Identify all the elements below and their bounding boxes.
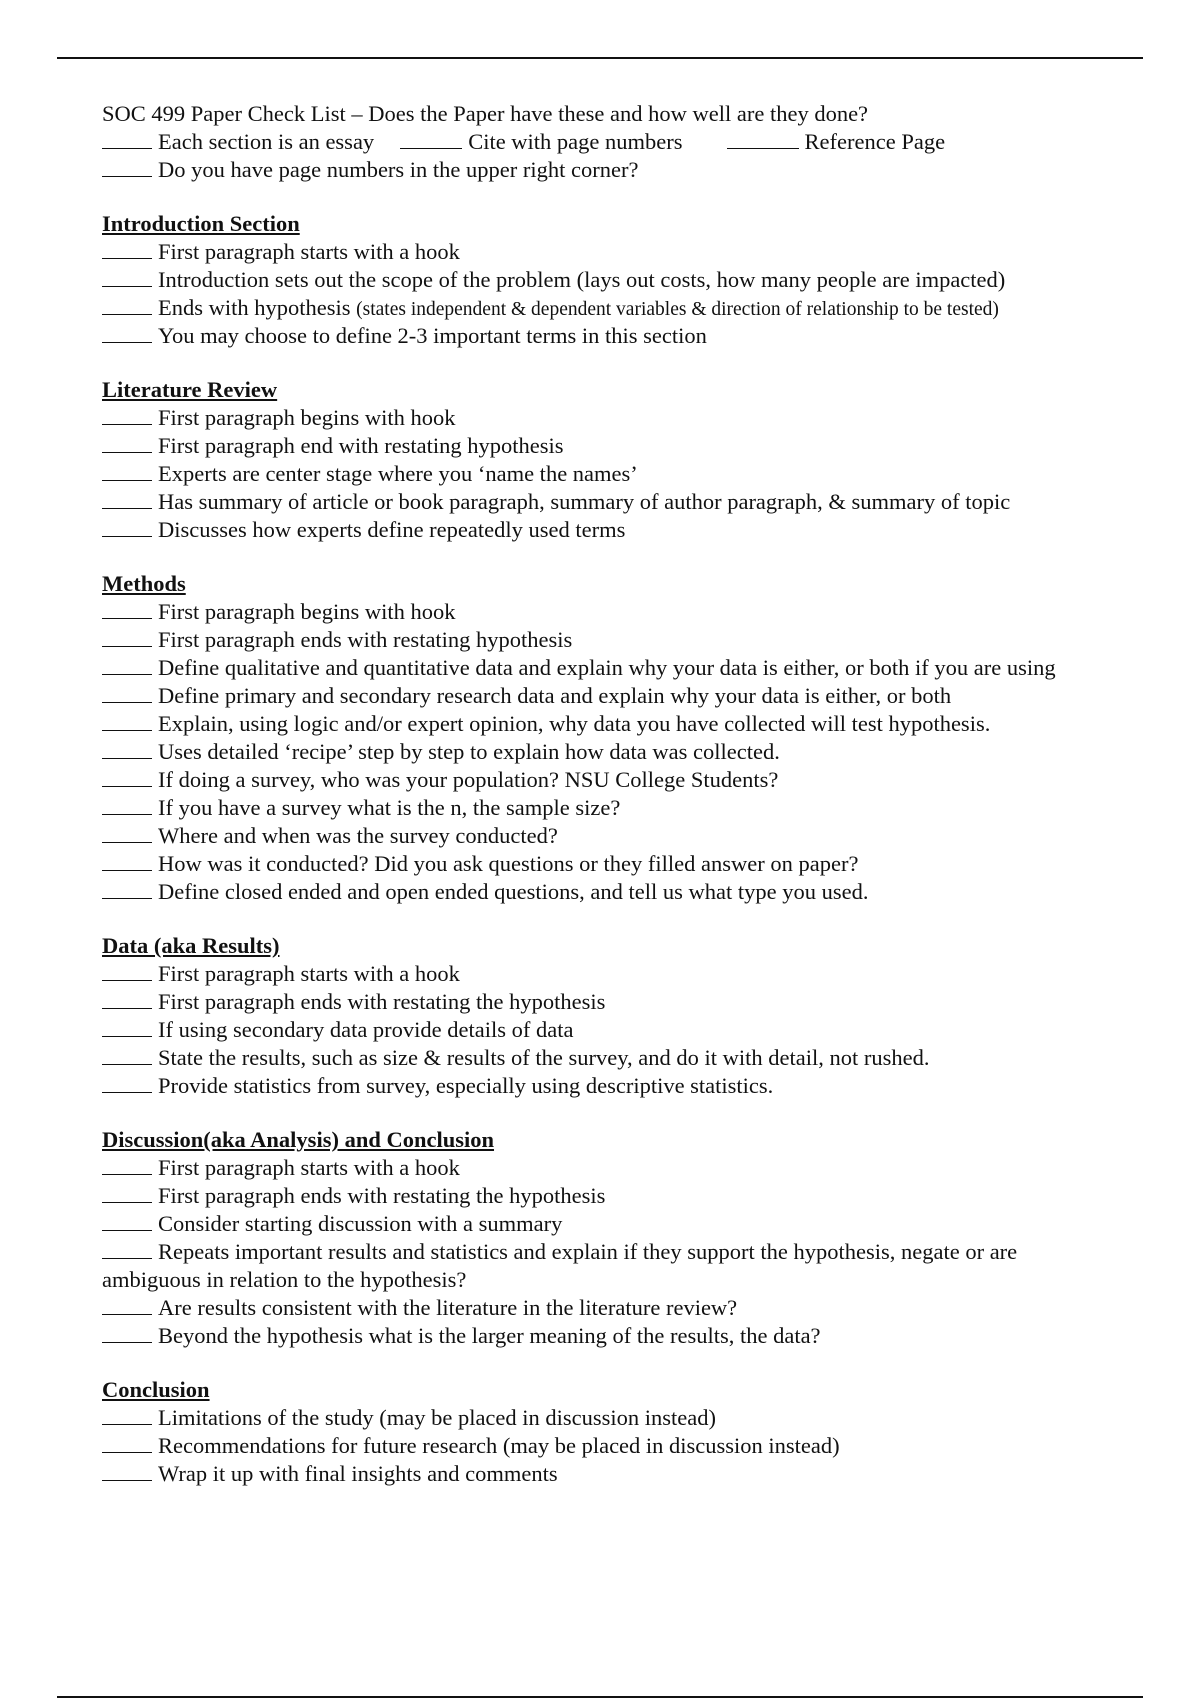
check-blank[interactable]: [102, 322, 152, 343]
checklist-item: Ends with hypothesis (states independent & dependent variables & direction of relationship to be tested): [102, 294, 1142, 322]
check-blank[interactable]: [102, 794, 152, 815]
methods-section: [102, 570, 1142, 906]
checklist-item: Discusses how experts define repeatedly used terms: [102, 516, 1142, 544]
check-blank[interactable]: [102, 1044, 152, 1065]
check-blank[interactable]: [102, 1460, 152, 1481]
checklist-item: If using secondary data provide details of data: [102, 1016, 1142, 1044]
check-blank[interactable]: [102, 1294, 152, 1315]
introduction-section: [102, 210, 1142, 350]
literature-section: [102, 376, 1142, 544]
check-blank[interactable]: [102, 238, 152, 259]
check-blank[interactable]: [102, 1072, 152, 1093]
data-section: [102, 932, 1142, 1100]
checklist-item: Recommendations for future research (may be placed in discussion instead): [102, 1432, 1142, 1460]
check-blank[interactable]: [102, 850, 152, 871]
check-blank[interactable]: [102, 156, 152, 177]
check-blank[interactable]: [102, 460, 152, 481]
check-blank[interactable]: [102, 432, 152, 453]
check-blank[interactable]: [102, 1210, 152, 1231]
check-blank[interactable]: [102, 878, 152, 899]
checklist-item: First paragraph starts with a hook: [102, 238, 1142, 266]
check-blank[interactable]: [102, 1432, 152, 1453]
top-rule: [57, 57, 1143, 59]
checklist-item: First paragraph ends with restating the hypothesis: [102, 1182, 1142, 1210]
conclusion-section: [102, 1376, 1142, 1488]
checklist-item: Limitations of the study (may be placed in discussion instead): [102, 1404, 1142, 1432]
check-blank[interactable]: [102, 1322, 152, 1343]
checklist-item: Are results consistent with the literature in the literature review?: [102, 1294, 1142, 1322]
section-heading: Literature Review: [102, 377, 278, 402]
check-blank[interactable]: [102, 516, 152, 537]
check-blank[interactable]: [400, 128, 462, 149]
checklist-item: Uses detailed ‘recipe’ step by step to explain how data was collected.: [102, 738, 1142, 766]
checklist-item: First paragraph starts with a hook: [102, 1154, 1142, 1182]
checklist-document: [102, 100, 1142, 1488]
check-blank[interactable]: [102, 404, 152, 425]
checklist-item: Define closed ended and open ended questions, and tell us what type you used.: [102, 878, 1142, 906]
check-blank[interactable]: [102, 1238, 152, 1259]
checklist-item: Consider starting discussion with a summary: [102, 1210, 1142, 1238]
checklist-item-continuation: ambiguous in relation to the hypothesis?: [102, 1267, 467, 1292]
check-blank[interactable]: [102, 1016, 152, 1037]
checklist-item: Repeats important results and statistics and explain if they support the hypothesis, negate or are: [102, 1238, 1142, 1266]
checklist-item: Wrap it up with final insights and comments: [102, 1460, 1142, 1488]
check-blank[interactable]: [102, 1154, 152, 1175]
check-blank[interactable]: [102, 960, 152, 981]
checklist-item: Provide statistics from survey, especially using descriptive statistics.: [102, 1072, 1142, 1100]
checklist-item: First paragraph ends with restating hypothesis: [102, 626, 1142, 654]
check-blank[interactable]: [102, 488, 152, 509]
check-blank[interactable]: [102, 128, 152, 149]
check-blank[interactable]: [102, 266, 152, 287]
checklist-item: Has summary of article or book paragraph, summary of author paragraph, & summary of topic: [102, 488, 1142, 516]
check-blank[interactable]: [102, 654, 152, 675]
section-heading: Data (aka Results): [102, 933, 280, 958]
check-blank[interactable]: [102, 766, 152, 787]
checklist-item: First paragraph ends with restating the hypothesis: [102, 988, 1142, 1016]
checklist-item: First paragraph end with restating hypothesis: [102, 432, 1142, 460]
checklist-item: How was it conducted? Did you ask questions or they filled answer on paper?: [102, 850, 1142, 878]
section-heading: Methods: [102, 571, 186, 596]
check-blank[interactable]: [102, 1404, 152, 1425]
checklist-item: Explain, using logic and/or expert opinion, why data you have collected will test hypothesis.: [102, 710, 1142, 738]
check-blank[interactable]: [102, 1182, 152, 1203]
checklist-item: State the results, such as size & results of the survey, and do it with detail, not rushed.: [102, 1044, 1142, 1072]
checklist-item: If you have a survey what is the n, the sample size?: [102, 794, 1142, 822]
general-row-2: Do you have page numbers in the upper right corner?: [102, 156, 1142, 184]
check-blank[interactable]: [102, 738, 152, 759]
check-blank[interactable]: [727, 128, 799, 149]
checklist-item: If doing a survey, who was your population? NSU College Students?: [102, 766, 1142, 794]
check-blank[interactable]: [102, 822, 152, 843]
checklist-item: Where and when was the survey conducted?: [102, 822, 1142, 850]
checklist-item: Define qualitative and quantitative data and explain why your data is either, or both if you are using: [102, 654, 1142, 682]
checklist-item: Experts are center stage where you ‘name the names’: [102, 460, 1142, 488]
checklist-item: First paragraph starts with a hook: [102, 960, 1142, 988]
checklist-item: Introduction sets out the scope of the problem (lays out costs, how many people are impacted): [102, 266, 1142, 294]
checklist-item: Beyond the hypothesis what is the larger meaning of the results, the data?: [102, 1322, 1142, 1350]
check-blank[interactable]: [102, 598, 152, 619]
checklist-item: First paragraph begins with hook: [102, 404, 1142, 432]
check-blank[interactable]: [102, 682, 152, 703]
section-heading: Discussion(aka Analysis) and Conclusion: [102, 1127, 495, 1152]
checklist-item: First paragraph begins with hook: [102, 598, 1142, 626]
document-title: SOC 499 Paper Check List – Does the Paper have these and how well are they done?: [102, 101, 869, 126]
check-blank[interactable]: [102, 988, 152, 1009]
check-blank[interactable]: [102, 294, 152, 315]
checklist-item: Define primary and secondary research data and explain why your data is either, or both: [102, 682, 1142, 710]
check-blank[interactable]: [102, 626, 152, 647]
general-row-1: Each section is an essay Cite with page numbers Reference Page: [102, 128, 1142, 156]
bottom-rule: [57, 1696, 1143, 1698]
discussion-section: [102, 1126, 1142, 1350]
section-heading: Conclusion: [102, 1377, 210, 1402]
checklist-item: You may choose to define 2-3 important terms in this section: [102, 322, 1142, 350]
section-heading: Introduction Section: [102, 211, 300, 236]
check-blank[interactable]: [102, 710, 152, 731]
